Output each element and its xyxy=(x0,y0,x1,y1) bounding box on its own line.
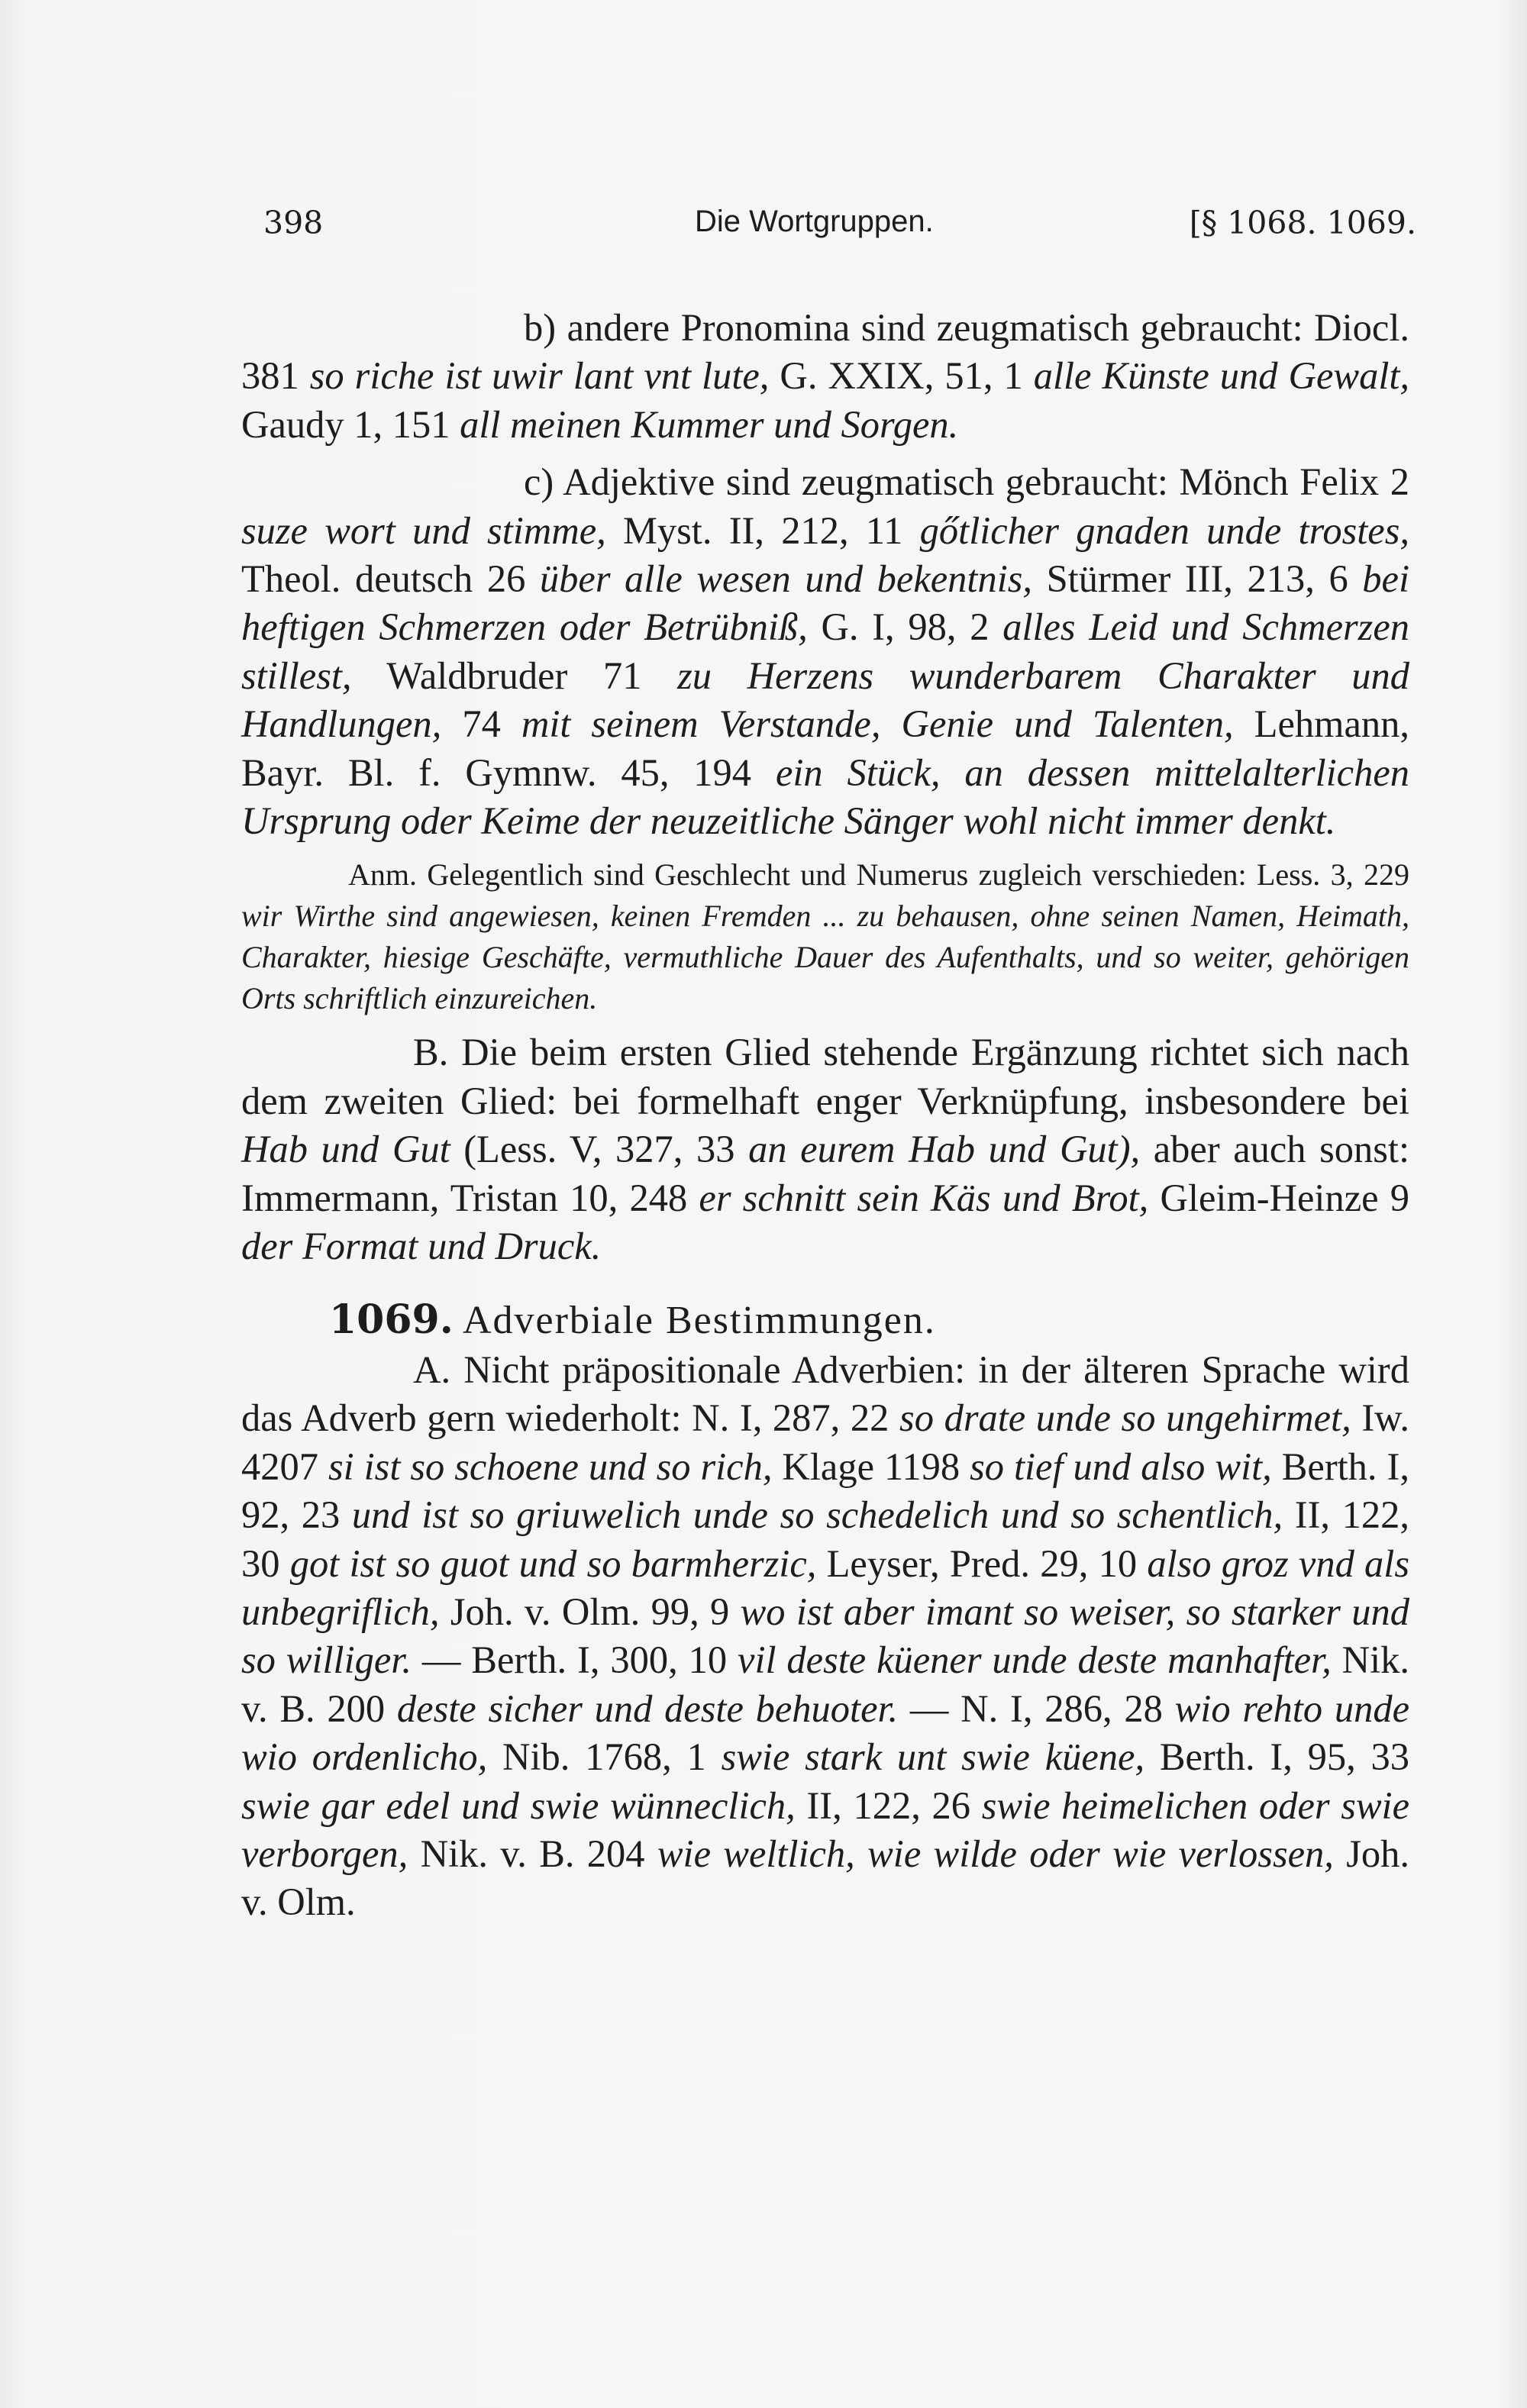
paragraph-A-adverbien: A. Nicht präpositionale Adverbien: in der älteren Sprache wird das Adverb gern wiederholt: N. I, 287, 22 so drate unde so ungehirmet, Iw. 4207 si ist so schoene und so rich, Klage 1198 so tief und also wit, Berth. I, 92, 23 und ist so griuwelich unde so schedelich und so schentlich, II, 122, 30 got ist so guot und so barmherzic, Leyser, Pred. 29, 10 also groz vnd als unbegriflich, Joh. v. Olm. 99, 9 wo ist aber imant so weiser, so starker und so williger. — Berth. I, 300, 10 vil deste küener unde deste manhafter, Nik. v. B. 200 deste sicher und deste behuoter. — N. I, 286, 28 wio rehto unde wio ordenlicho, Nib. 1768, 1 swie stark unt swie küene, Berth. I, 95, 33 swie gar edel und swie wünneclich, II, 122, 26 swie heimelichen oder swie verborgen, Nik. v. B. 204 wie weltlich, wie wilde oder wie verlossen, Joh. v. Olm. xyxy=(241,1348,1410,1924)
page-number: 398 xyxy=(263,205,324,241)
body-text xyxy=(241,304,1409,1927)
section-number: 1069. xyxy=(329,1296,454,1343)
paragraph-B-ergaenzung: B. Die beim ersten Glied stehende Ergänzung richtet sich nach dem zweiten Glied: bei formelhaft enger Verknüpfung, insbesondere bei Hab und Gut (Less. V, 327, 33 an eurem Hab und Gut), aber auch sonst: Immermann, Tristan 10, 248 er schnitt sein Käs und Brot, Gleim-Heinze 9 der Format und Druck. xyxy=(241,1031,1409,1268)
annotation-note: Anm. Gelegentlich sind Geschlecht und Numerus zugleich verschieden: Less. 3, 229 wir Wirthe sind angewiesen, keinen Fremden ... zu behausen, ohne seinen Namen, Heimath, Charakter, hiesige Geschäfte, vermuthliche Dauer des Aufenthalts, und so weiter, gehörigen Orts schriftlich einzureichen. xyxy=(241,857,1409,1016)
section-reference: [§ 1068. 1069. xyxy=(1189,205,1416,241)
section-heading xyxy=(241,1296,1409,1344)
paragraph-b-pronomina: b) andere Pronomina sind zeugmatisch gebraucht: Diocl. 381 so riche ist uwir lant vnt lute, G. XXIX, 51, 1 alle Künste und Gewalt, Gaudy 1, 151 all meinen Kummer und Sorgen. xyxy=(241,306,1410,446)
paragraph-c-adjektive: c) Adjektive sind zeugmatisch gebraucht: Mönch Felix 2 suze wort und stimme, Myst. II, 212, 11 gőtlicher gnaden unde trostes, Theol. deutsch 26 über alle wesen und bekentnis, Stürmer III, 213, 6 bei heftigen Schmerzen oder Betrübniß, G. I, 98, 2 alles Leid und Schmerzen stillest, Waldbruder 71 zu Herzens wunderbarem Charakter und Handlungen, 74 mit seinem Verstande, Genie und Talenten, Lehmann, Bayr. Bl. f. Gymnw. 45, 194 ein Stück, an dessen mittelalterlichen Ursprung oder Keime der neuzeitliche Sänger wohl nicht immer denkt. xyxy=(241,460,1409,843)
section-title: Adverbiale Bestimmungen. xyxy=(453,1298,936,1342)
page-header xyxy=(263,205,1416,258)
running-title: Die Wortgruppen. xyxy=(695,205,934,238)
